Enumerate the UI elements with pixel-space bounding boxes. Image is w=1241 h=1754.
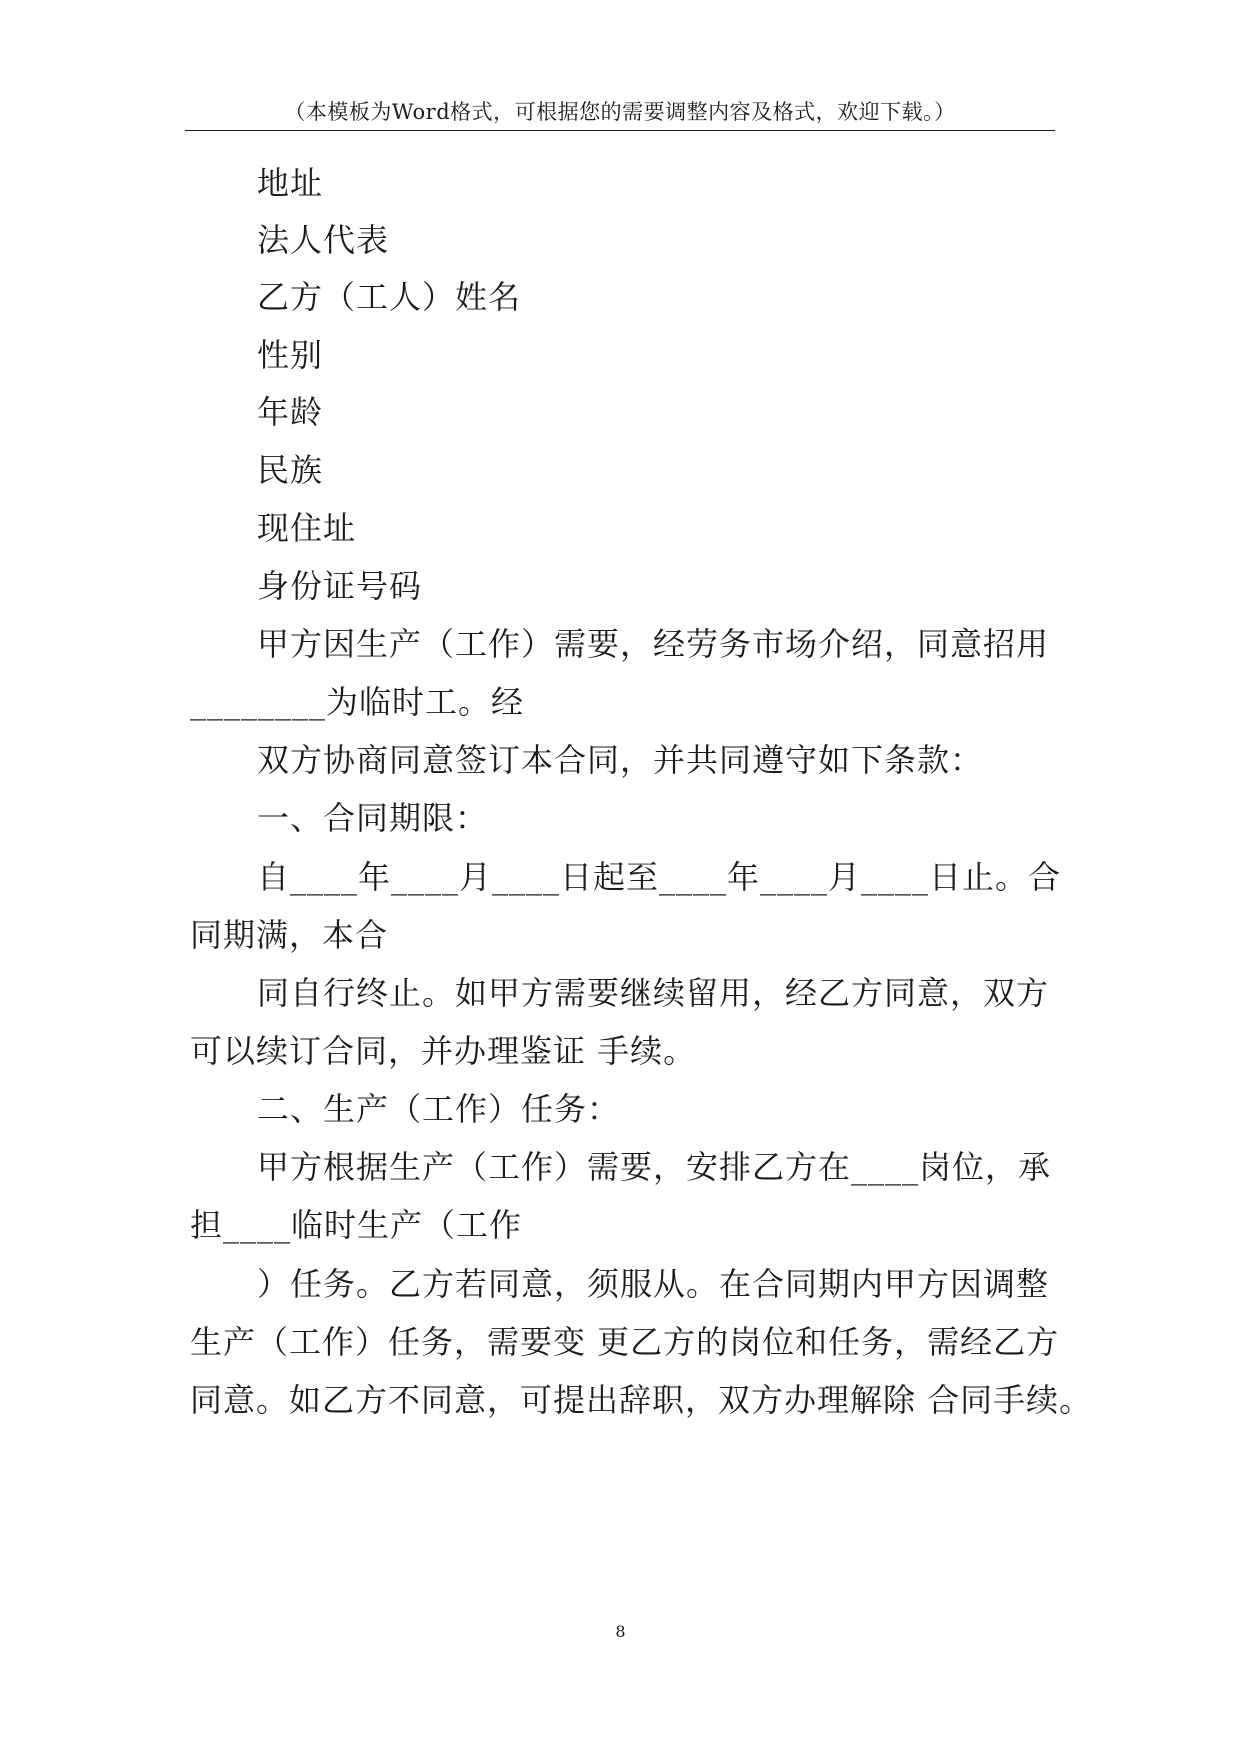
field-legal-representative: 法人代表	[257, 221, 390, 259]
paragraph-line: 同自行终止。如甲方需要继续留用，经乙方同意，双方	[257, 974, 1050, 1012]
field-address: 地址	[257, 164, 324, 202]
template-note-header: （本模板为Word格式，可根据您的需要调整内容及格式，欢迎下载。）	[284, 100, 956, 124]
field-current-address: 现住址	[257, 509, 357, 547]
page-number: 8	[615, 1622, 626, 1641]
field-worker-name: 乙方（工人）姓名	[257, 278, 522, 316]
paragraph-line: 生产（工作）任务，需要变 更乙方的岗位和任务，需经乙方	[190, 1323, 1060, 1361]
paragraph-line: 双方协商同意签订本合同，并共同遵守如下条款：	[257, 741, 984, 779]
paragraph-line: 担____临时生产（工作	[190, 1206, 523, 1244]
section-heading-work-tasks: 二、生产（工作）任务：	[257, 1090, 621, 1128]
field-id-number: 身份证号码	[257, 567, 423, 605]
paragraph-line: 同意。如乙方不同意，可提出辞职，双方办理解除 合同手续。	[190, 1381, 1093, 1419]
section-heading-contract-term: 一、合同期限：	[257, 799, 489, 837]
paragraph-line: 自____年____月____日起至____年____月____日止。合	[257, 858, 1062, 896]
field-gender: 性别	[257, 336, 324, 374]
field-age: 年龄	[257, 393, 324, 431]
paragraph-line: 可以续订合同，并办理鉴证 手续。	[190, 1032, 697, 1070]
paragraph-line: ________为临时工。经	[190, 683, 525, 721]
field-ethnicity: 民族	[257, 451, 324, 489]
paragraph-line: 同期满，本合	[190, 916, 389, 954]
paragraph-line: ）任务。乙方若同意，须服从。在合同期内甲方因调整	[257, 1265, 1050, 1303]
header-divider	[185, 130, 1055, 131]
paragraph-line: 甲方因生产（工作）需要，经劳务市场介绍，同意招用	[257, 625, 1050, 663]
paragraph-line: 甲方根据生产（工作）需要，安排乙方在____岗位，承	[257, 1148, 1052, 1186]
